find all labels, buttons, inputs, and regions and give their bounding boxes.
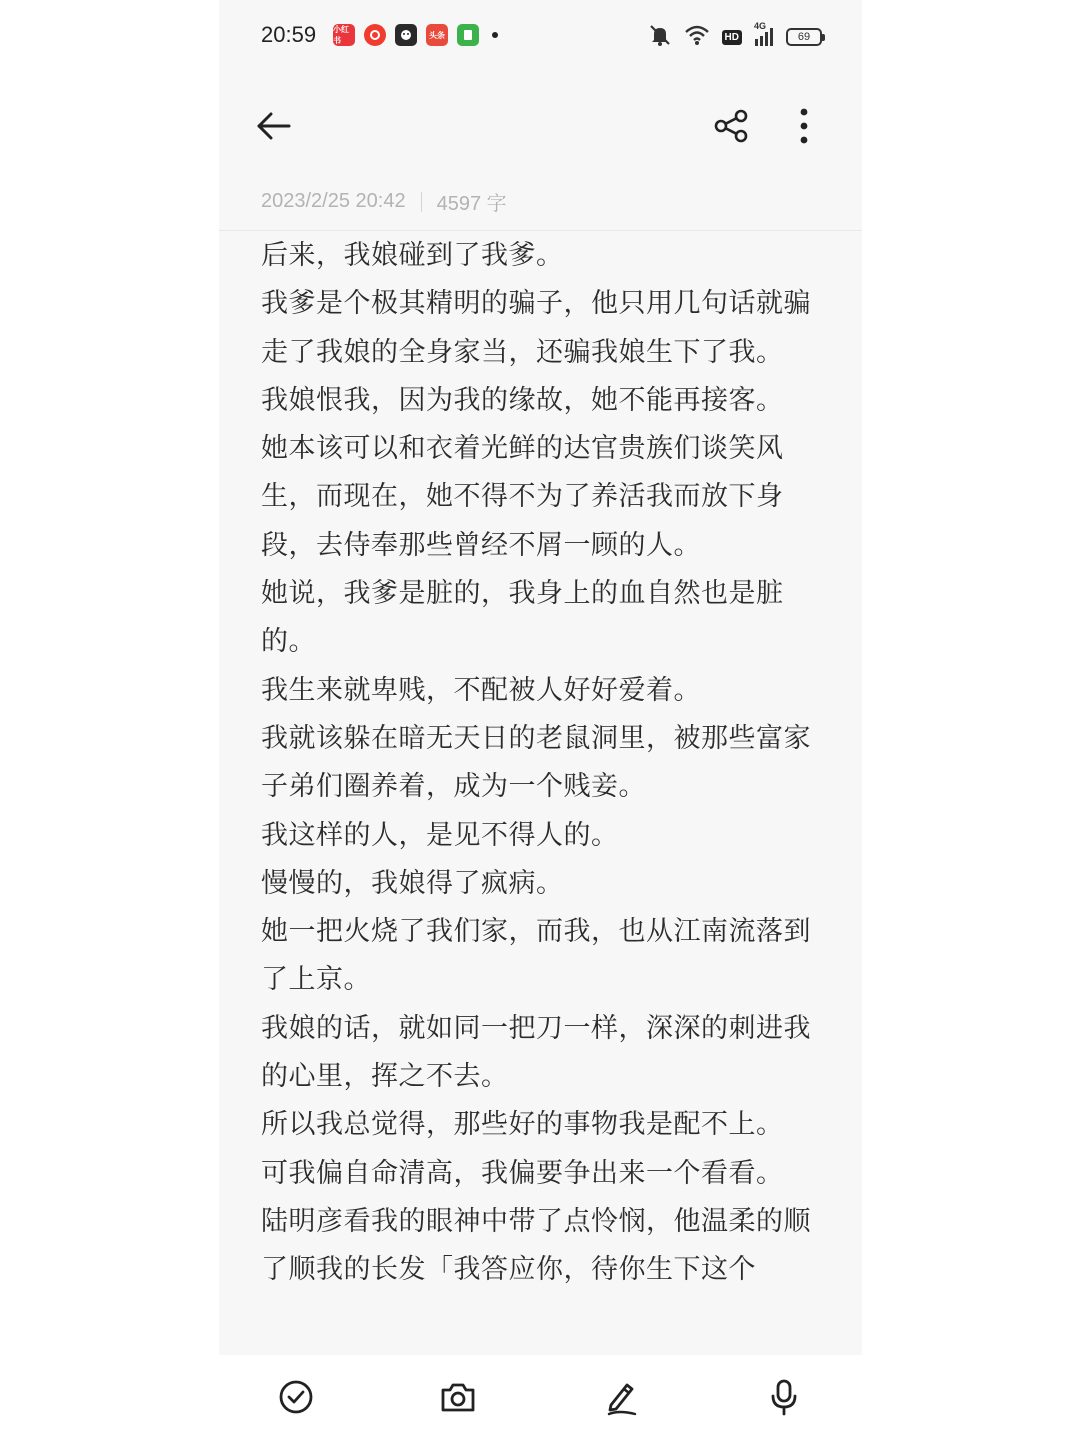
app-notification-icon bbox=[364, 24, 386, 46]
note-body[interactable] bbox=[261, 232, 821, 1355]
checklist-button[interactable] bbox=[276, 1377, 316, 1417]
note-paragraph: 后来，我娘碰到了我爹。 bbox=[261, 240, 564, 271]
arrow-left-icon bbox=[255, 108, 295, 144]
note-paragraph: 慢慢的，我娘得了疯病。 bbox=[261, 867, 564, 899]
more-notifications-dot bbox=[492, 32, 498, 38]
camera-icon bbox=[438, 1377, 478, 1417]
header-divider bbox=[219, 230, 862, 231]
more-options-button[interactable] bbox=[789, 106, 819, 146]
note-meta bbox=[261, 187, 507, 216]
more-vertical-icon bbox=[789, 106, 819, 146]
system-icons bbox=[648, 21, 822, 50]
microphone-icon bbox=[764, 1377, 804, 1417]
app-notification-icon bbox=[457, 24, 479, 46]
voice-input-button[interactable] bbox=[764, 1377, 804, 1417]
note-toolbar bbox=[219, 96, 862, 156]
share-button[interactable] bbox=[711, 108, 751, 144]
app-notification-icon: 小红书 bbox=[333, 24, 355, 46]
note-paragraph: 可我偏自命清高，我偏要争出来一个看看。 bbox=[261, 1157, 784, 1189]
app-notification-icon: 头条 bbox=[426, 24, 448, 46]
pen-icon bbox=[601, 1377, 641, 1417]
note-screen bbox=[219, 0, 862, 1355]
back-button[interactable] bbox=[255, 108, 295, 144]
note-paragraph: 我生来就卑贱，不配被人好好爱着。 bbox=[261, 674, 701, 706]
mute-bell-icon bbox=[648, 24, 672, 50]
word-count: 4597 字 bbox=[436, 193, 507, 215]
note-paragraph: 我娘恨我，因为我的缘故，她不能再接客。 bbox=[261, 384, 784, 416]
wifi-icon bbox=[684, 24, 710, 50]
check-circle-icon bbox=[276, 1377, 316, 1417]
note-date: 2023/2/25 20:42 bbox=[261, 190, 406, 212]
camera-button[interactable] bbox=[438, 1377, 478, 1417]
status-time: 20:59 bbox=[261, 22, 317, 47]
notification-icons bbox=[333, 24, 498, 46]
note-paragraph: 我就该躲在暗无天日的老鼠洞里，被那些富家子弟们圈养着，成为一个贱妾。 bbox=[261, 722, 811, 803]
handwriting-button[interactable] bbox=[601, 1377, 641, 1417]
bottom-toolbar bbox=[0, 1355, 1080, 1439]
note-paragraph: 我这样的人，是见不得人的。 bbox=[261, 819, 619, 851]
note-paragraph: 所以我总觉得，那些好的事物我是配不上。 bbox=[261, 1109, 784, 1141]
battery-indicator: 69 bbox=[786, 28, 822, 46]
app-notification-icon bbox=[395, 24, 417, 46]
note-paragraph: 她一把火烧了我们家，而我，也从江南流落到了上京。 bbox=[261, 916, 811, 996]
note-paragraph: 她说，我爹是脏的，我身上的血自然也是脏的。 bbox=[261, 578, 784, 658]
status-bar bbox=[219, 0, 862, 74]
note-paragraph: 她本该可以和衣着光鲜的达官贵族们谈笑风生，而现在，她不得不为了养活我而放下身段，去侍奉那些曾经不屑一顾的人。 bbox=[261, 433, 784, 561]
meta-divider bbox=[421, 192, 422, 212]
note-paragraph: 陆明彦看我的眼神中带了点怜悯，他温柔的顺了顺我的长发「我答应你，待你生下这个 bbox=[261, 1205, 811, 1286]
signal-icon: 4G bbox=[754, 27, 774, 47]
share-icon bbox=[711, 108, 751, 144]
note-paragraph: 我娘的话，就如同一把刀一样，深深的刺进我的心里，挥之不去。 bbox=[261, 1012, 811, 1093]
hd-badge: HD bbox=[722, 30, 742, 45]
note-paragraph: 我爹是个极其精明的骗子，他只用几句话就骗走了我娘的全身家当，还骗我娘生下了我。 bbox=[261, 288, 811, 368]
